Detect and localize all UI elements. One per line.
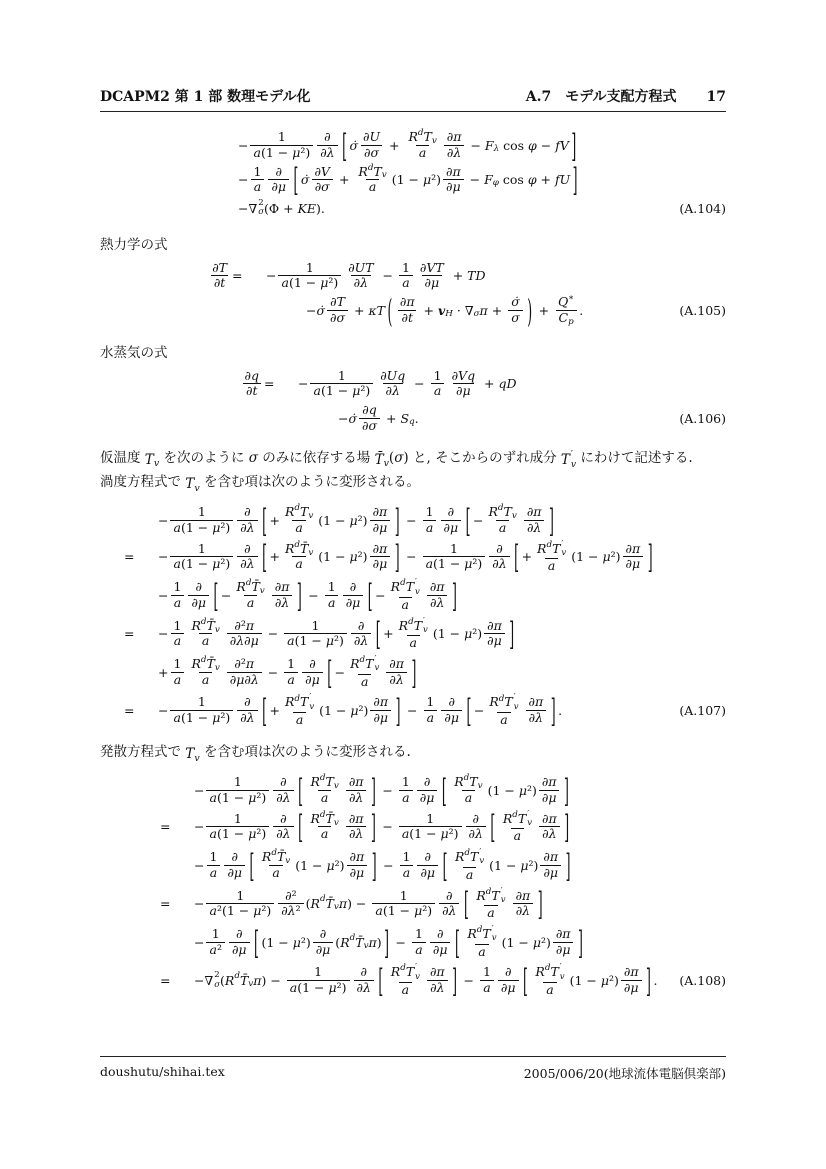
equation-line: − $\frac{1}{\text{a(1 − μ²)}}$ $\frac{\partial}{\partial\lambda}$ [ R d T v a $\frac{\partial\pi}{\partial\lambda}$ ] − $\frac{1}{a}$ $\frac{\partial}{\partial\mu}$ [ R d T v a (1 − μ²) $\frac{\partial\pi}{\partial\mu}$ ] <box>194 771 569 810</box>
equation-line: − $\frac{1}{a}$ $\frac{\partial}{\partial\mu}$ [ − R d T̄ v a $\frac{\partial\pi}{\partial\lambda}$ ] − $\frac{1}{a}$ $\frac{\partial}{\partial\mu}$ [ − R d T ′ v a $\frac{\partial\pi}{\partial\lambda}$ ] <box>158 576 457 615</box>
paragraph-virtual-temperature: 仮温度 T v を次のように σ のみに依存する場 T̄ v (σ) と, そこからのずれ成分 T ′ v にわけて記述する. 渦度方程式で T v を含む項は次のように変形される。 <box>100 448 693 494</box>
heading-thermodynamics: 熱力学の式 <box>100 236 168 253</box>
heading-water-vapor: 水蒸気の式 <box>100 344 168 361</box>
equation-line: − $\frac{1}{a}$ $\frac{\partial}{\partial\mu}$ [ σ̇ $\frac{\partial V}{\partial\sigma}$ + R d T v a (1 − μ²) $\frac{\partial\pi}{\partial\mu}$ − F φ cos φ + fU ] <box>238 160 578 199</box>
equation-line: −σ̇ $\frac{\partial T}{\partial\sigma}$ + κT ( $\frac{\partial\pi}{\partial t}$ + v H · ∇ σ π + $\frac{\sigmȧ}{\sigma}$ ) + Q ∗ C p . (A.105) <box>306 291 726 330</box>
equation-number: (A.105) <box>679 302 726 318</box>
footer-source-file: doushutu/shihai.tex <box>100 1064 225 1079</box>
header-page-number: 17 <box>706 89 726 105</box>
equation-line: $\frac{\partial q}{\partial t}$ = − $\frac{1}{\text{a(1 − μ²)}}$ $\frac{\partial Uq}{\partial\lambda}$ − $\frac{1}{a}$ $\frac{\partial Vq}{\partial\mu}$ + qD <box>244 367 517 399</box>
equation-a105 <box>100 259 726 330</box>
equation-line: = − $\frac{1}{\text{a²(1 − μ²)}}$ $\frac{\text{∂²}}{\text{∂λ²}}$ ( R d T̄ v π) − $\frac{1}{\text{a(1 − μ²)}}$ $\frac{\partial}{\partial\lambda}$ [ R d T ′ v a $\frac{\partial\pi}{\partial\lambda}$ ] <box>160 884 543 923</box>
header-running-title: DCAPM2 第 1 部 数理モデル化 <box>100 89 311 105</box>
equation-line: −σ̇ $\frac{\partial q}{\partial\sigma}$ + S q . (A.106) <box>338 402 726 433</box>
page-footer <box>100 1056 726 1082</box>
footer-date-credit: 2005/006/20(地球流体電脳倶楽部) <box>523 1066 726 1081</box>
equation-a106 <box>100 369 726 434</box>
equation-line: + $\frac{1}{a}$ R d T̄ v a $\frac{\text{∂²π}}{\partial\mu\partial\lambda}$ − $\frac{1}{a}$ $\frac{\partial}{\partial\mu}$ [ − R d T ′ v a $\frac{\partial\pi}{\partial\lambda}$ ] <box>158 653 417 692</box>
equation-number: (A.106) <box>679 410 726 426</box>
equation-line: − $\frac{1}{\text{a²}}$ $\frac{\partial}{\partial\mu}$ [ (1 − μ²) $\frac{\partial}{\partial\mu}$ ( R d T̄ v π) ] − $\frac{1}{a}$ $\frac{\partial}{\partial\mu}$ [ R d T ′ v a (1 − μ²) $\frac{\partial\pi}{\partial\mu}$ ] <box>194 923 583 962</box>
equation-line: = − $\frac{1}{\text{a(1 − μ²)}}$ $\frac{\partial}{\partial\lambda}$ [ + R d T̄ v a (1 − μ²) $\frac{\partial\pi}{\partial\mu}$ ] − $\frac{1}{\text{a(1 − μ²)}}$ $\frac{\partial}{\partial\lambda}$ [ + R d T ′ v a (1 − μ²) $\frac{\partial\pi}{\partial\mu}$ ] <box>124 537 653 577</box>
equation-line: = − ∇ 2 σ ( R d T̄ v π) − $\frac{1}{\text{a(1 − μ²)}}$ $\frac{\partial}{\partial\lambda}$ [ R d T ′ v a $\frac{\partial\pi}{\partial\lambda}$ ] − $\frac{1}{a}$ $\frac{\partial}{\partial\mu}$ [ R d T ′ v a (1 − μ²) $\frac{\partial\pi}{\partial\mu}$ ] . (A.108) <box>160 961 726 1000</box>
header-section-title: A.7 モデル支配方程式 <box>525 89 677 105</box>
equation-line: = − $\frac{1}{\text{a(1 − μ²)}}$ $\frac{\partial}{\partial\lambda}$ [ + R d T ′ v a (1 − μ²) $\frac{\partial\pi}{\partial\mu}$ ] − $\frac{1}{a}$ $\frac{\partial}{\partial\mu}$ [ − R d T ′ v a $\frac{\partial\pi}{\partial\lambda}$ ] . (A.107) <box>124 691 726 730</box>
equation-line: − $\frac{1}{\text{a(1 − μ²)}}$ $\frac{\partial}{\partial\lambda}$ [ + R d T v a (1 − μ²) $\frac{\partial\pi}{\partial\mu}$ ] − $\frac{1}{a}$ $\frac{\partial}{\partial\mu}$ [ − R d T v a $\frac{\partial\pi}{\partial\lambda}$ ] <box>158 501 554 540</box>
equation-number: (A.108) <box>679 973 726 989</box>
equation-a104 <box>100 126 726 218</box>
equation-line: = − $\frac{1}{\text{a(1 − μ²)}}$ $\frac{\partial}{\partial\lambda}$ [ R d T̄ v a $\frac{\partial\pi}{\partial\lambda}$ ] − $\frac{1}{\text{a(1 − μ²)}}$ $\frac{\partial}{\partial\lambda}$ [ R d T ′ v a $\frac{\partial\pi}{\partial\lambda}$ ] <box>160 807 570 847</box>
equation-number: (A.107) <box>679 703 726 719</box>
equation-a107 <box>100 501 726 730</box>
equation-line: − ∇ 2 σ (Φ + KE). (A.104) <box>238 198 726 218</box>
header-section-area <box>526 86 726 106</box>
page-header <box>100 86 726 112</box>
equation-number: (A.104) <box>679 200 726 216</box>
equation-line: = − $\frac{1}{a}$ R d T̄ v a $\frac{\text{∂²π}}{\partial\lambda\partial\mu}$ − $\frac{1}{\text{a(1 − μ²)}}$ $\frac{\partial}{\partial\lambda}$ [ + R d T ′ v a (1 − μ²) $\frac{\partial\pi}{\partial\mu}$ ] <box>124 614 515 653</box>
equation-line: − $\frac{1}{\text{a(1 − μ²)}}$ $\frac{\partial}{\partial\lambda}$ [ σ̇ $\frac{\partial U}{\partial\sigma}$ + R d T v a $\frac{\partial\pi}{\partial\lambda}$ − F λ cos φ − fV ] <box>238 126 577 165</box>
equation-line: − $\frac{1}{a}$ $\frac{\partial}{\partial\mu}$ [ R d T̄ v a (1 − μ²) $\frac{\partial\pi}{\partial\mu}$ ] − $\frac{1}{a}$ $\frac{\partial}{\partial\mu}$ [ R d T ′ v a (1 − μ²) $\frac{\partial\pi}{\partial\mu}$ ] <box>194 846 571 885</box>
paragraph-divergence: 発散方程式で T v を含む項は次のように変形される. <box>100 743 411 764</box>
equation-a108 <box>100 771 726 1000</box>
equation-line: $\frac{\partial T}{\partial t}$ = − $\frac{1}{\text{a(1 − μ²)}}$ $\frac{\partial UT}{\partial\lambda}$ − $\frac{1}{a}$ $\frac{\partial VT}{\partial\mu}$ + TD <box>212 259 486 291</box>
